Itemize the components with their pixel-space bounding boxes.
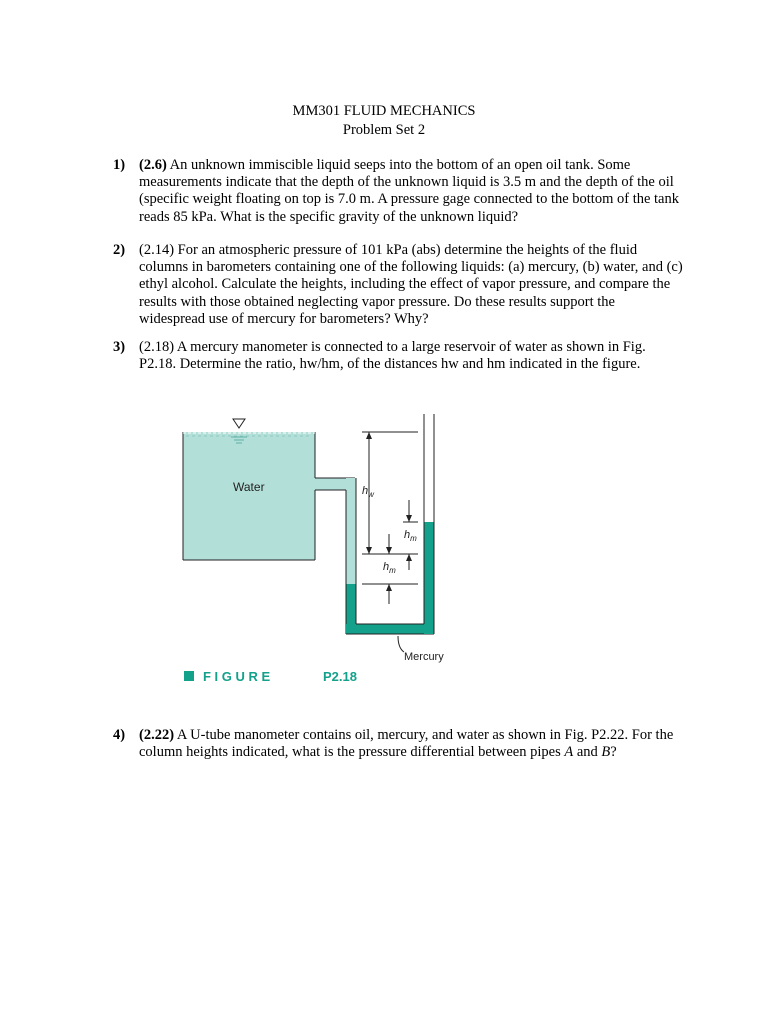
problem-1-ref: (2.6) (139, 157, 167, 173)
problem-4-number: 4) (113, 727, 126, 743)
hm2-upper-arrow-icon (386, 547, 392, 554)
caption-square-icon (184, 671, 194, 681)
hm-lower-arrow-icon (406, 554, 412, 561)
problem-4-text-a: A U-tube manometer contains oil, mercury, and water as shown in Fig. P2.22. For the column heights indicated, what is the pressure differential between pipes (139, 727, 674, 761)
course-title: MM301 FLUID MECHANICS (292, 103, 476, 119)
problem-2-ref: (2.14) (139, 242, 175, 258)
problem-3-body (139, 339, 683, 373)
problem-2-number: 2) (113, 242, 126, 258)
problem-2-text: For an atmospheric pressure of 101 kPa (abs) determine the heights of the fluid columns in barometers containing one of the following liquids: (a) mercury, (b) water, and (c) ethyl alcohol. Calculate the heights, including the effect of vapor pressure, and compare the results with those obtained neglecting vapor pressure. Do these results support the widespread use of mercury for barometers? Why? (139, 242, 683, 327)
problem-4-body (139, 727, 683, 761)
problem-4-text-c: ? (610, 744, 617, 761)
water-label: Water (233, 480, 265, 494)
caption-figure-word: F I G U R E (203, 669, 271, 684)
hw-label: $h_w$ (362, 485, 374, 499)
water-reservoir (183, 432, 315, 560)
figure-p2-18 (176, 410, 476, 696)
hw-arrow-down-icon (366, 547, 372, 554)
problem-2-body (139, 242, 683, 328)
hm-label-left: $h_m$ (383, 561, 396, 575)
problem-3-ref: (2.18) (139, 339, 175, 355)
pipe-a-label: A (564, 744, 574, 761)
problem-4 (113, 727, 683, 761)
manometer-diagram (176, 410, 476, 696)
hm-label-right: $h_m$ (404, 529, 417, 543)
problem-1-number: 1) (113, 157, 126, 173)
hm-upper-arrow-icon (406, 515, 412, 522)
problem-3-text: A mercury manometer is connected to a large reservoir of water as shown in Fig. P2.18. Determine the ratio, hw/hm, of the distances hw and hm indicated in the figure. (139, 339, 646, 373)
problem-1-text: An unknown immiscible liquid seeps into the bottom of an open oil tank. Some measurements indicate that the depth of the unknown liquid is 3.5 m and the depth of the oil (specific weight floating on top is 7.0 m. A pressure gage connected to the bottom of the tank reads 85 kPa. What is the specific gravity of the unknown liquid? (139, 157, 679, 225)
problem-set-subtitle: Problem Set 2 (342, 122, 426, 138)
problem-1-body (139, 157, 683, 226)
right-tube-mercury (424, 522, 434, 634)
hm2-lower-arrow-icon (386, 584, 392, 591)
left-tube-water (346, 478, 356, 584)
problem-1 (113, 157, 683, 226)
problem-4-text-b: and (573, 744, 602, 761)
u-bottom-mercury (346, 624, 434, 634)
problem-2 (113, 242, 683, 328)
problem-4-ref: (2.22) (139, 727, 175, 743)
free-surface-marker-icon (233, 419, 245, 428)
problem-3-number: 3) (113, 339, 126, 355)
mercury-label: Mercury (404, 651, 444, 663)
problem-3 (113, 339, 683, 373)
caption-figure-id: P2.18 (323, 669, 357, 684)
mercury-leader-line (398, 636, 404, 652)
pipe-b-label: B (601, 744, 611, 761)
hw-arrow-up-icon (366, 432, 372, 439)
